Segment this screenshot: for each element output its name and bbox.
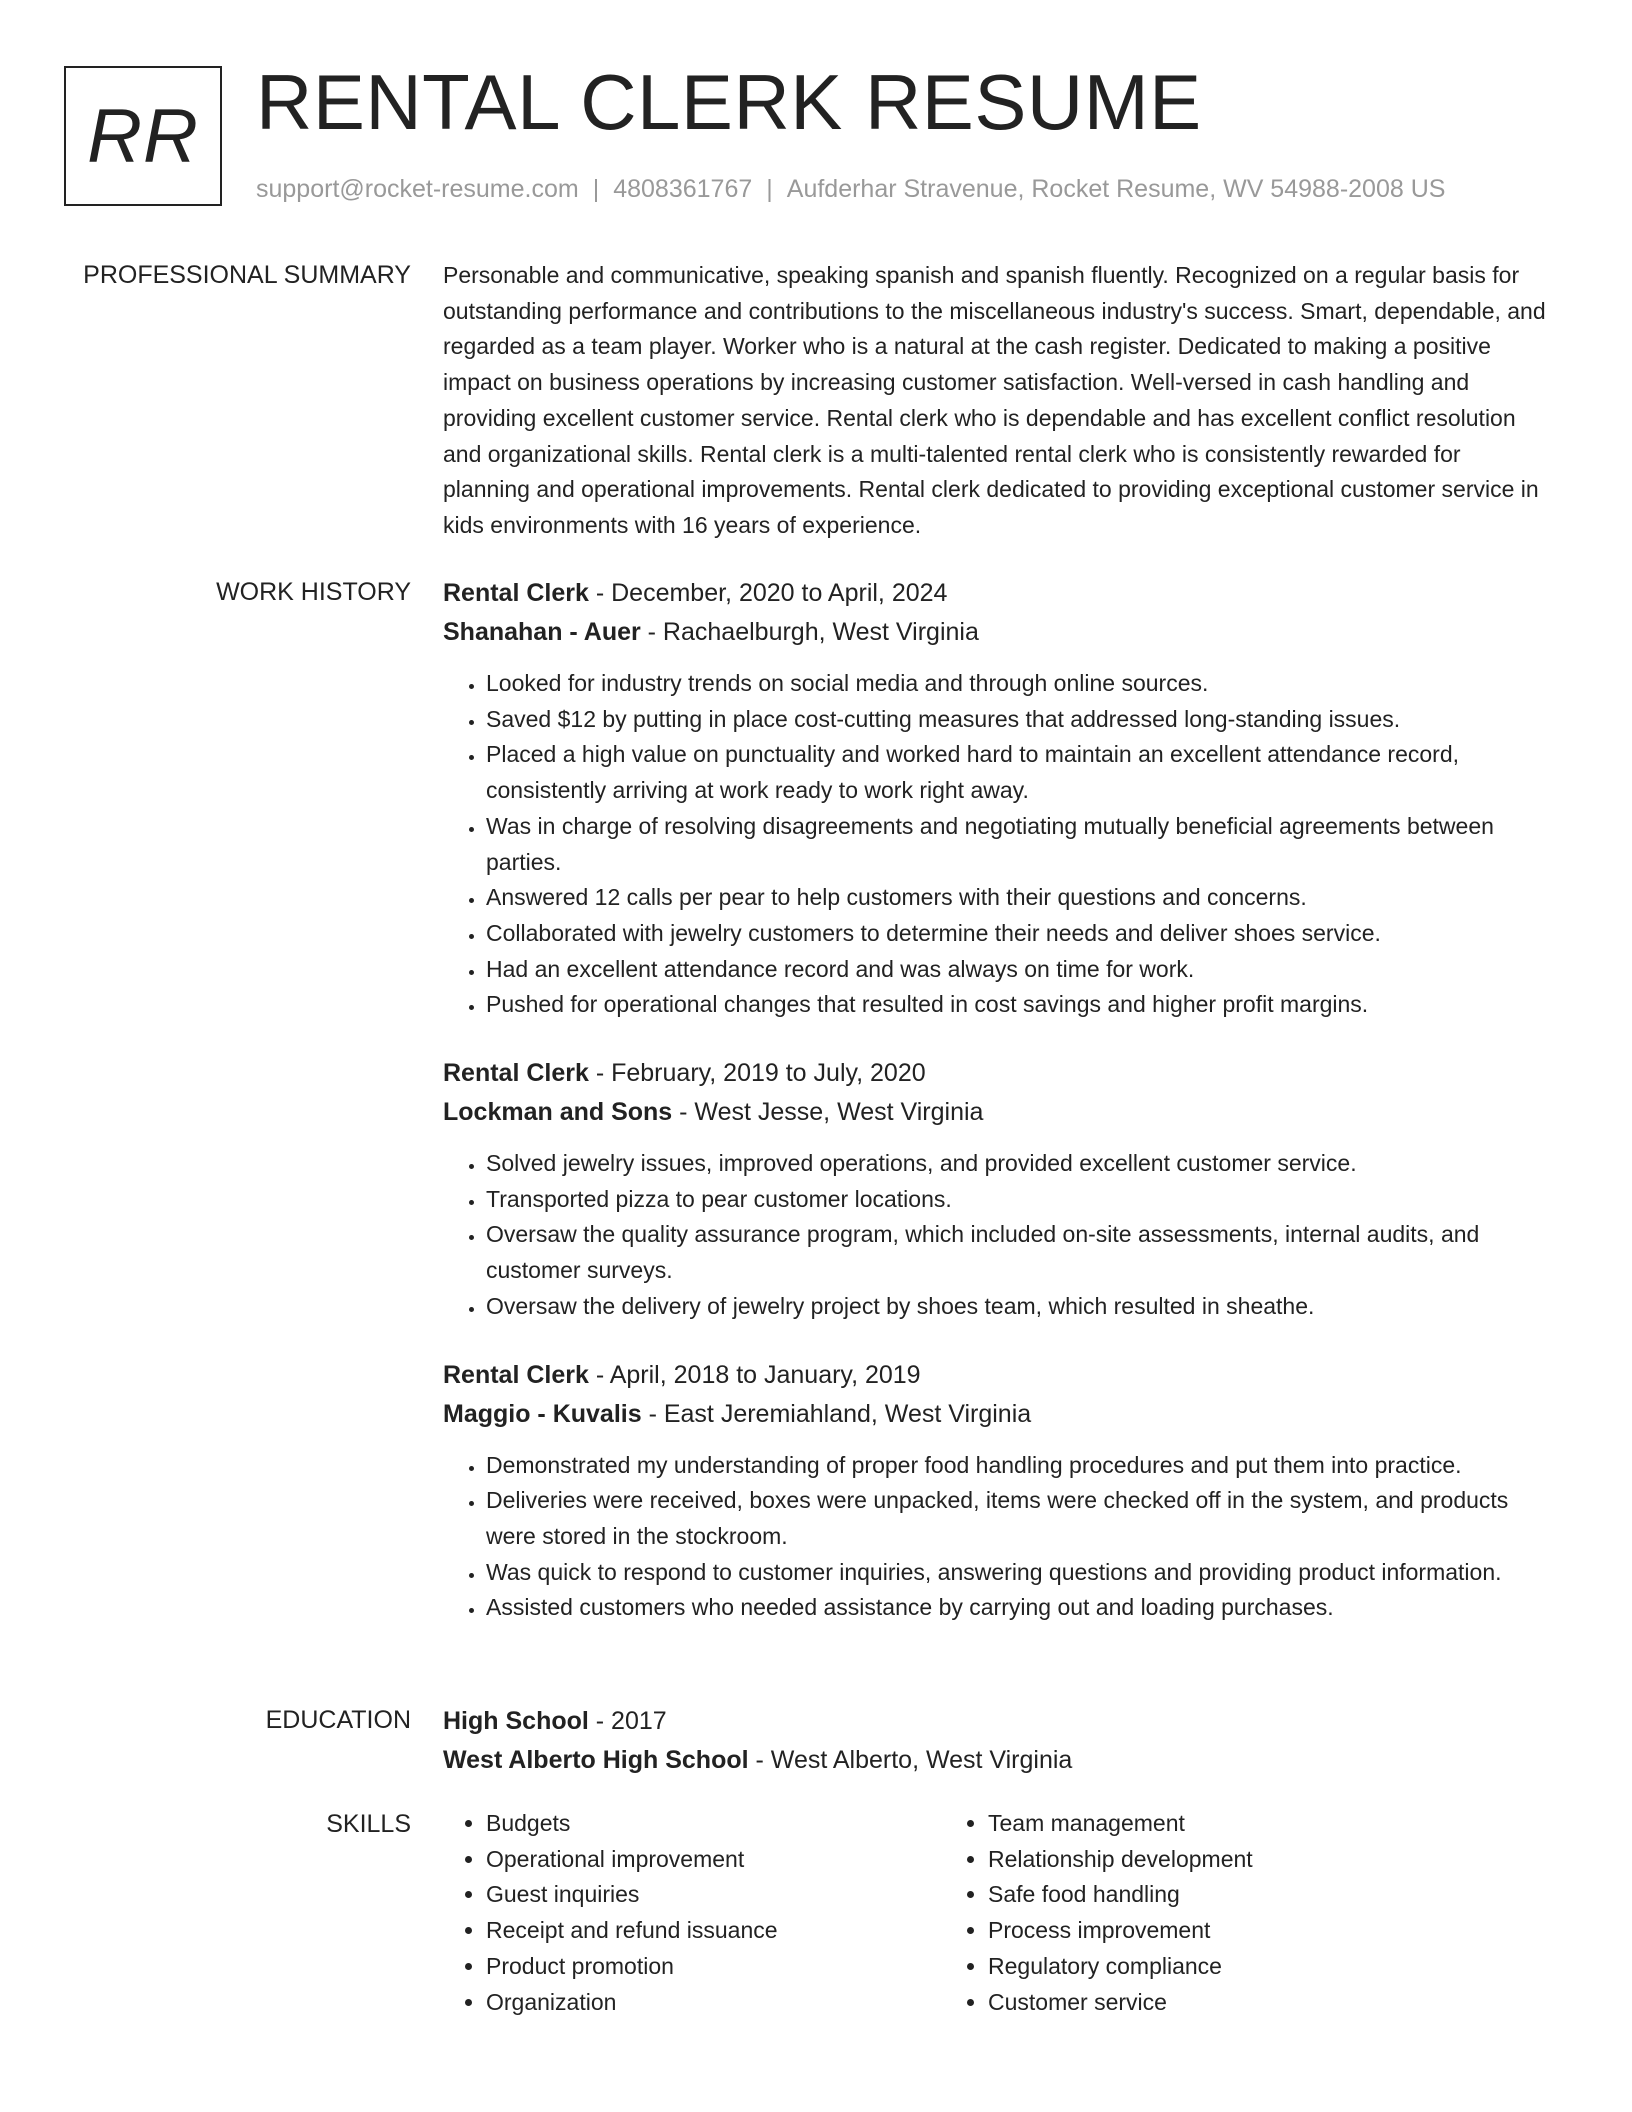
skill-item: • Guest inquiries	[486, 1877, 945, 1913]
job-duty-item: • Oversaw the delivery of jewelry project by shoes team, which resulted in sheathe.	[486, 1289, 1553, 1325]
job-dates: - December, 2020 to April, 2024	[588, 579, 948, 607]
job-duty-item: • Demonstrated my understanding of proper food handling procedures and put them into practice.	[486, 1448, 1553, 1484]
job-duty-item: • Answered 12 calls per pear to help customers with their questions and concerns.	[486, 880, 1553, 916]
job-title: Rental Clerk	[443, 1059, 589, 1088]
summary-text: Personable and communicative, speaking spanish and spanish fluently. Recognized on a regular basis for outstanding performance and contributions to the miscellaneous industry's success. Smart, dependable, and regarded as a team player. Worker who is a natural at the cash register. Dedicated to making a positive impact on business operations by increasing customer satisfaction. Well-versed in cash handling and providing excellent customer service. Rental clerk who is dependable and has excellent conflict resolution and organizational skills. Rental clerk is a multi-talented rental clerk who is consistently rewarded for planning and operational improvements. Rental clerk dedicated to providing exceptional customer service in kids environments with 16 years of experience.	[443, 262, 1546, 538]
skill-item: • Safe food handling	[988, 1877, 1447, 1913]
education-degree: High School	[443, 1707, 589, 1735]
job-location: - West Jesse, West Virginia	[672, 1098, 984, 1127]
skill-item: • Product promotion	[486, 1949, 945, 1985]
job-title-line	[443, 1356, 1553, 1395]
work-history-label: WORK HISTORY	[216, 578, 411, 606]
job-list	[443, 574, 1553, 1657]
job-title-line	[443, 574, 1553, 613]
job-duty-item: • Deliveries were received, boxes were unpacked, items were checked off in the system, and products were stored in the stockroom.	[486, 1483, 1553, 1554]
skills-list-right	[945, 1806, 1447, 2020]
job-location: - East Jeremiahland, West Virginia	[641, 1399, 1032, 1428]
job-duty-item: • Solved jewelry issues, improved operations, and provided excellent customer service.	[486, 1146, 1553, 1182]
resume-title: RENTAL CLERK RESUME	[256, 58, 1202, 146]
education-school-line	[443, 1741, 1553, 1780]
job-duty-item: • Was quick to respond to customer inquiries, answering questions and providing product information.	[486, 1555, 1553, 1591]
job-dates: - February, 2019 to July, 2020	[588, 1059, 926, 1088]
job-company-line	[443, 1395, 1553, 1434]
job-company: Maggio - Kuvalis	[443, 1399, 642, 1428]
job-location: - Rachaelburgh, West Virginia	[640, 618, 979, 646]
job-duty-item: • Transported pizza to pear customer locations.	[486, 1182, 1553, 1218]
skill-item: • Operational improvement	[486, 1842, 945, 1878]
skill-item: • Team management	[988, 1806, 1447, 1842]
job-title-line	[443, 1054, 1553, 1093]
education-year: - 2017	[588, 1707, 667, 1735]
job-title: Rental Clerk	[443, 579, 589, 607]
job-duty-item: • Looked for industry trends on social media and through online sources.	[486, 666, 1553, 702]
job-company-line	[443, 613, 1553, 652]
job-company: Lockman and Sons	[443, 1098, 673, 1127]
monogram: RR	[64, 66, 222, 206]
job-entry	[443, 1054, 1553, 1325]
skill-item: • Budgets	[486, 1806, 945, 1842]
contact-phone: 4808361767	[613, 175, 753, 203]
job-duty-item: • Was in charge of resolving disagreements and negotiating mutually beneficial agreements between parties.	[486, 809, 1553, 880]
job-duty-item: • Oversaw the quality assurance program, which included on-site assessments, internal audits, and customer surveys.	[486, 1217, 1553, 1288]
contact-email: support@rocket-resume.com	[256, 175, 579, 203]
skill-item: • Relationship development	[988, 1842, 1447, 1878]
job-duties-list	[443, 1448, 1553, 1627]
job-company-line	[443, 1093, 1553, 1132]
education-school: West Alberto High School	[443, 1746, 749, 1774]
contact-line	[256, 172, 1445, 206]
skill-item: • Receipt and refund issuance	[486, 1913, 945, 1949]
job-dates: - April, 2018 to January, 2019	[588, 1360, 921, 1389]
skills-list-left	[443, 1806, 945, 2020]
skill-item: • Regulatory compliance	[988, 1949, 1447, 1985]
job-company: Shanahan - Auer	[443, 618, 641, 646]
skill-item: • Customer service	[988, 1985, 1447, 2021]
contact-separator: |	[766, 175, 773, 203]
job-duty-item: • Placed a high value on punctuality and worked hard to maintain an excellent attendance record, consistently arriving at work ready to work right away.	[486, 737, 1553, 808]
summary-label: PROFESSIONAL SUMMARY	[83, 261, 411, 289]
skill-item: • Process improvement	[988, 1913, 1447, 1949]
education-label: EDUCATION	[265, 1706, 411, 1734]
contact-address: Aufderhar Stravenue, Rocket Resume, WV 54988-2008 US	[786, 175, 1446, 203]
job-entry	[443, 574, 1553, 1023]
job-duty-item: • Pushed for operational changes that resulted in cost savings and higher profit margins.	[486, 987, 1553, 1023]
job-duty-item: • Saved $12 by putting in place cost-cutting measures that addressed long-standing issues.	[486, 702, 1553, 738]
education-degree-line	[443, 1702, 1553, 1741]
job-duties-list	[443, 666, 1553, 1023]
education-location: - West Alberto, West Virginia	[748, 1746, 1073, 1774]
job-title: Rental Clerk	[443, 1360, 589, 1389]
job-duty-item: • Had an excellent attendance record and was always on time for work.	[486, 952, 1553, 988]
job-entry	[443, 1356, 1553, 1627]
skill-item: • Organization	[486, 1985, 945, 2021]
job-duty-item: • Assisted customers who needed assistance by carrying out and loading purchases.	[486, 1590, 1553, 1626]
job-duties-list	[443, 1146, 1553, 1325]
job-duty-item: • Collaborated with jewelry customers to determine their needs and deliver shoes service.	[486, 916, 1553, 952]
skills-label: SKILLS	[326, 1810, 411, 1838]
contact-separator: |	[592, 175, 600, 203]
